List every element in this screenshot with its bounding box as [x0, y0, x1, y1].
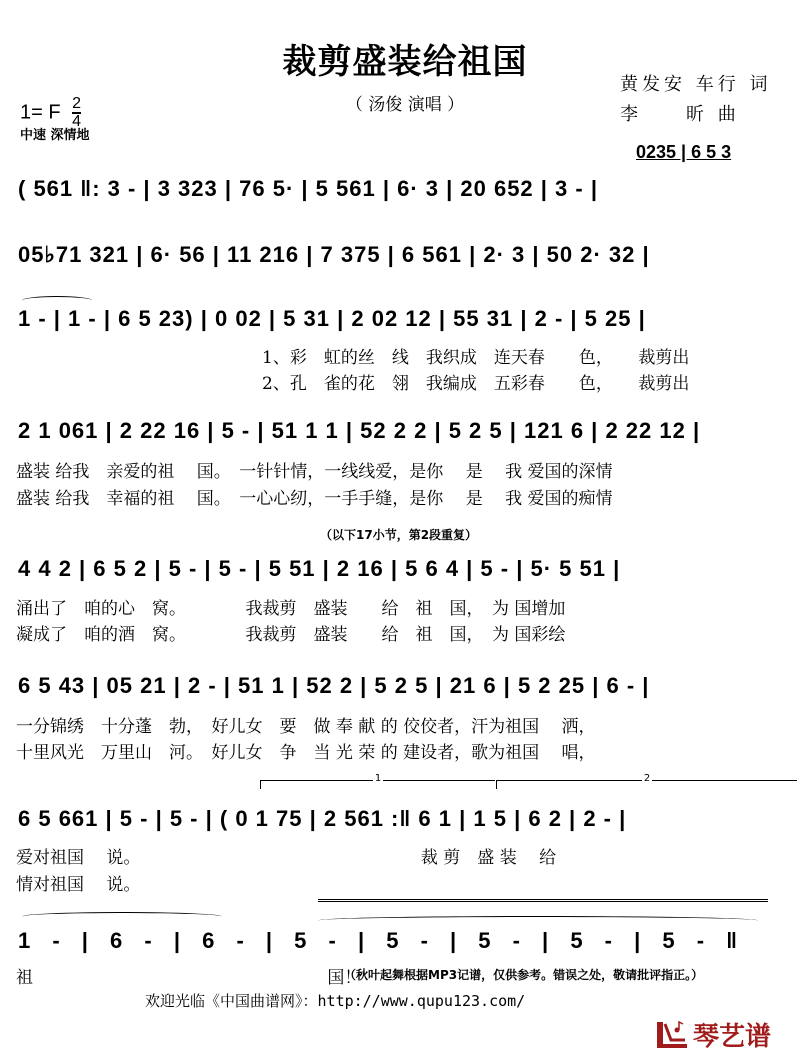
lyric-verse-1: 盛装 给我 亲爱的祖 国。 一针针情，一线线爱，是你 是 我 爱国的深情	[16, 462, 613, 482]
lyric-verse-2: 十里风光 万里山 河。 好儿女 争 当 光 荣 的 建设者，歌为祖国 唱，	[16, 743, 596, 763]
staff-line-8: 1 - | 6 - | 6 - | 5 - | 5 - | 5 - | 5 - | 5 - ‖	[18, 928, 739, 953]
tie-mark	[22, 296, 92, 305]
welcome-text: 欢迎光临《中国曲谱网》：http://www.qupu123.com/	[145, 992, 526, 1010]
staff-line-5: 4 4 2 | 6 5 2 | 5 - | 5 - | 5 51 | 2 16 | 5 6 4 | 5 - | 5· 5 51 |	[18, 556, 621, 581]
composer-credit: 李 昕 曲	[620, 104, 740, 125]
singer-credit: （ 汤俊 演唱 ）	[345, 95, 465, 115]
volta-bracket-2: 2	[496, 780, 797, 789]
tie-mark	[318, 916, 758, 925]
lyric-verse-2: 盛装 给我 幸福的祖 国。 一心心纫，一手手缝，是你 是 我 爱国的痴情	[16, 489, 613, 509]
lyric-verse-2: 凝成了 咱的酒 窝。 我裁剪 盛装 给 祖 国， 为 国彩绘	[16, 625, 566, 645]
lyric-verse-2: 2、孔 雀的花 翎 我编成 五彩春 色， 裁剪出	[262, 374, 690, 394]
lyric-verse-1: 祖 国！	[16, 968, 362, 988]
piano-logo-icon	[655, 1020, 689, 1050]
volta-bracket-1: 1	[260, 780, 495, 789]
ossia-line-1: 0235 | 6 5 3	[636, 142, 732, 162]
repeat-annotation: （以下17小节，第2段重复）	[320, 528, 478, 542]
key-label: 1= F	[20, 101, 61, 124]
tie-mark	[22, 912, 222, 921]
time-numerator: 2	[72, 95, 82, 112]
logo-text: 琴艺谱	[693, 1022, 772, 1052]
lyric-verse-1: 涌出了 咱的心 窝。 我裁剪 盛装 给 祖 国， 为 国增加	[16, 599, 566, 619]
staff-line-6: 6 5 43 | 05 21 | 2 - | 51 1 | 52 2 | 5 2 5 | 21 6 | 5 2 25 | 6 - |	[18, 673, 650, 698]
staff-line-2: 05♭71 321 | 6· 56 | 11 216 | 7 375 | 6 561 | 2· 3 | 50 2· 32 |	[18, 242, 650, 267]
tempo-marking: 中速 深情地	[20, 128, 90, 143]
staff-line-3: 1 - | 1 - | 6 5 23) | 0 02 | 5 31 | 2 02 12 | 55 31 | 2 - | 5 25 |	[18, 306, 646, 331]
lyric-verse-1: 爱对祖国 说。 裁 剪 盛 装 给	[16, 848, 557, 868]
song-title: 裁剪盛装给祖国	[282, 42, 528, 82]
time-denominator: 4	[72, 113, 82, 130]
lyric-verse-2: 情对祖国 说。	[16, 875, 141, 895]
lyric-verse-1: 1、彩 虹的丝 线 我织成 连天春 色， 裁剪出	[262, 348, 690, 368]
staff-line-7: 6 5 661 | 5 - | 5 - | ( 0 1 75 | 2 561 :‖ 6 1 | 1 5 | 6 2 | 2 - |	[18, 806, 627, 831]
lyric-verse-1: 一分锦绣 十分蓬 勃， 好儿女 要 做 奉 献 的 佼佼者，汗为祖国 洒，	[16, 717, 596, 737]
decrescendo-mark	[318, 899, 768, 902]
lyricist-credit: 黄发安 车行 词	[620, 74, 772, 95]
staff-line-1: ( 561 ‖: 3 - | 3 323 | 76 5· | 5 561 | 6· 3 | 20 652 | 3 - |	[18, 176, 598, 201]
staff-line-4: 2 1 061 | 2 22 16 | 5 - | 51 1 1 | 52 2 2 | 5 2 5 | 121 6 | 2 22 12 |	[18, 418, 701, 443]
transcription-note: （秋叶起舞根据MP3记谱，仅供参考。错误之处，敬请批评指正。）	[344, 968, 704, 982]
site-logo[interactable]	[655, 1016, 771, 1053]
